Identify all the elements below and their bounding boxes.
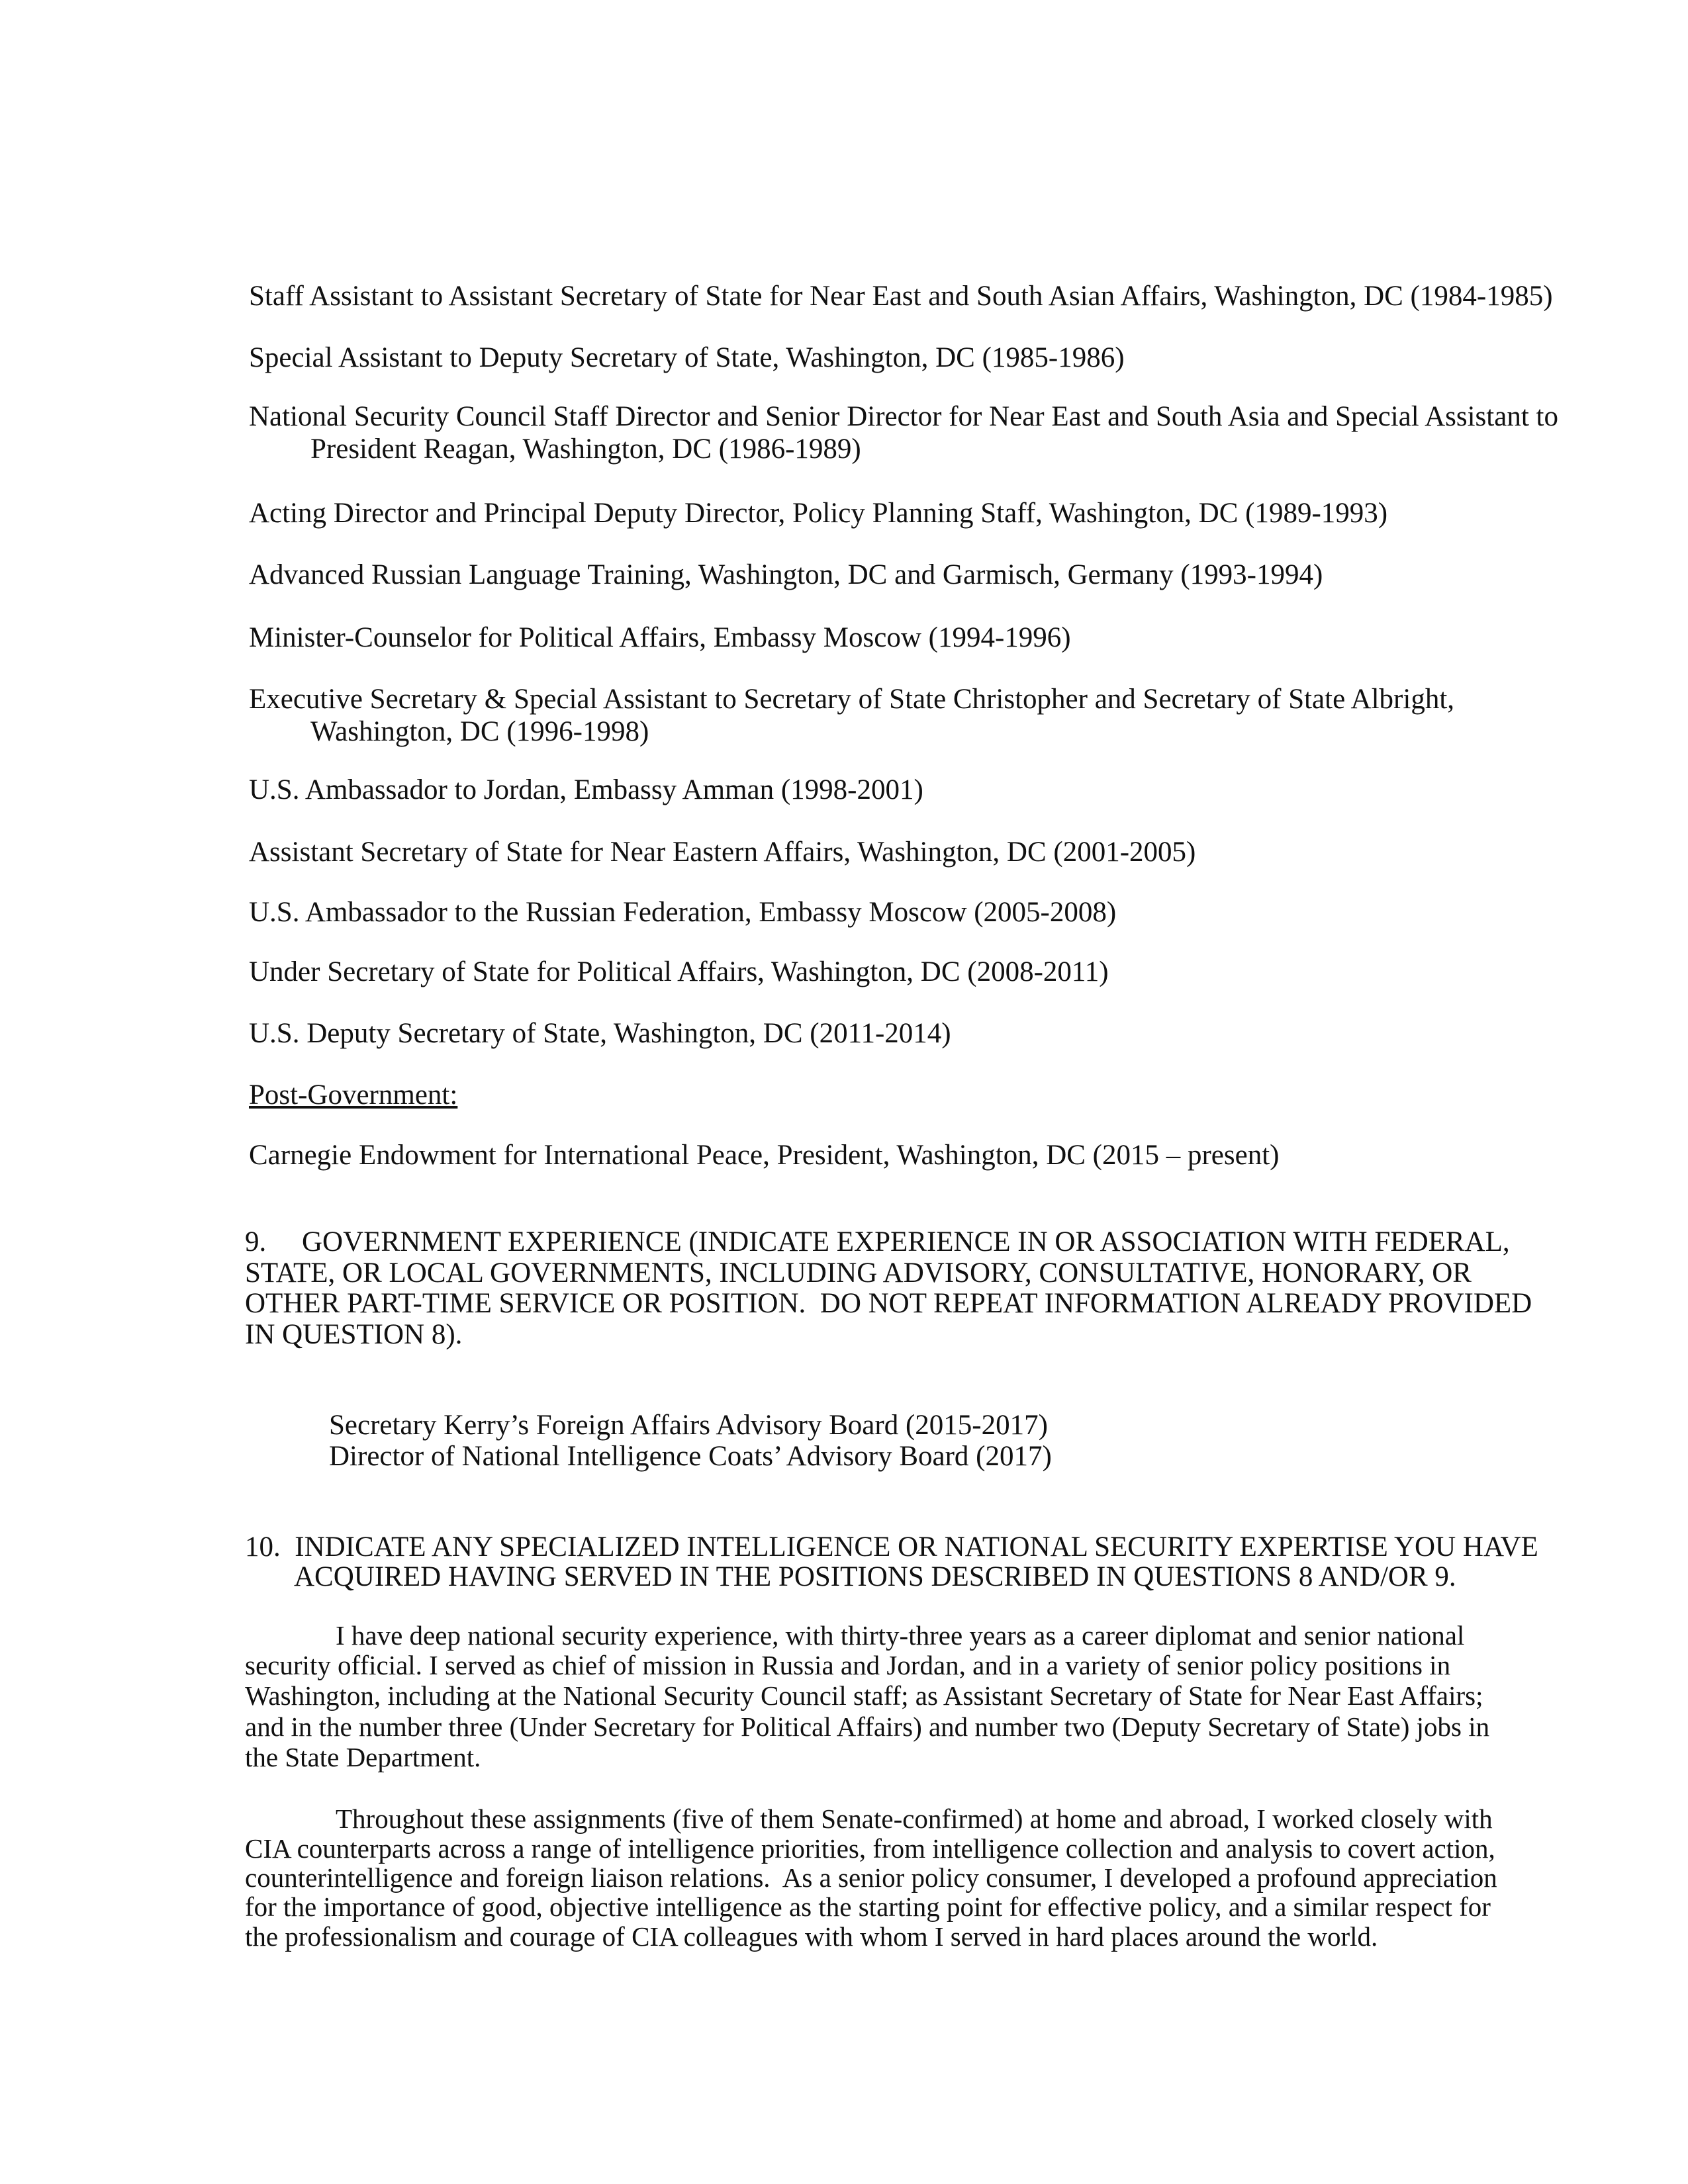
answer-paragraph-2: counterintelligence and foreign liaison relations. As a senior policy consumer, I developed a profound appreciation <box>245 1862 1497 1893</box>
position-item: Staff Assistant to Assistant Secretary of State for Near East and South Asian Affairs, Washington, DC (1984-1985) <box>249 281 1553 312</box>
position-item: Acting Director and Principal Deputy Director, Policy Planning Staff, Washington, DC (1989-1993) <box>249 498 1388 529</box>
position-item: U.S. Ambassador to the Russian Federation, Embassy Moscow (2005-2008) <box>249 897 1117 928</box>
question-10-heading: ACQUIRED HAVING SERVED IN THE POSITIONS DESCRIBED IN QUESTIONS 8 AND/OR 9. <box>294 1561 1456 1592</box>
position-item: U.S. Deputy Secretary of State, Washington, DC (2011-2014) <box>249 1018 951 1049</box>
answer-paragraph-2: the professionalism and courage of CIA colleagues with whom I served in hard places around the world. <box>245 1921 1378 1952</box>
answer-paragraph-1: Washington, including at the National Security Council staff; as Assistant Secretary of State for Near East Affairs; <box>245 1680 1483 1711</box>
position-item: Advanced Russian Language Training, Washington, DC and Garmisch, Germany (1993-1994) <box>249 559 1323 590</box>
question-10-heading: 10. INDICATE ANY SPECIALIZED INTELLIGENCE OR NATIONAL SECURITY EXPERTISE YOU HAVE <box>245 1531 1538 1563</box>
answer-paragraph-1: and in the number three (Under Secretary for Political Affairs) and number two (Deputy Secretary of State) jobs in <box>245 1711 1490 1742</box>
answer-paragraph-2: CIA counterparts across a range of intelligence priorities, from intelligence collection and analysis to covert action, <box>245 1833 1495 1864</box>
question-9-heading: 9. GOVERNMENT EXPERIENCE (INDICATE EXPERIENCE IN OR ASSOCIATION WITH FEDERAL, <box>245 1226 1510 1257</box>
position-item: U.S. Ambassador to Jordan, Embassy Amman (1998-2001) <box>249 774 923 805</box>
question-9-answer: Director of National Intelligence Coats’ Advisory Board (2017) <box>329 1441 1052 1472</box>
post-government-heading: Post-Government: <box>249 1079 458 1111</box>
position-item: Special Assistant to Deputy Secretary of State, Washington, DC (1985-1986) <box>249 342 1125 373</box>
position-item: Executive Secretary & Special Assistant to Secretary of State Christopher and Secretary of State Albright, <box>249 684 1455 715</box>
position-item: National Security Council Staff Director and Senior Director for Near East and South Asia and Special Assistant to <box>249 401 1558 432</box>
question-9-heading: STATE, OR LOCAL GOVERNMENTS, INCLUDING ADVISORY, CONSULTATIVE, HONORARY, OR <box>245 1257 1472 1289</box>
question-9-heading: IN QUESTION 8). <box>245 1319 463 1350</box>
position-item-continuation: President Reagan, Washington, DC (1986-1989) <box>310 433 861 465</box>
answer-paragraph-1: security official. I served as chief of mission in Russia and Jordan, and in a variety of senior policy positions in <box>245 1650 1451 1680</box>
question-9-answer: Secretary Kerry’s Foreign Affairs Advisory Board (2015-2017) <box>329 1410 1048 1441</box>
answer-paragraph-1: I have deep national security experience, with thirty-three years as a career diplomat and senior national <box>336 1620 1465 1651</box>
position-item: Minister-Counselor for Political Affairs, Embassy Moscow (1994-1996) <box>249 622 1071 653</box>
position-item-continuation: Washington, DC (1996-1998) <box>310 716 649 747</box>
answer-paragraph-1: the State Department. <box>245 1742 481 1772</box>
position-item: Assistant Secretary of State for Near Eastern Affairs, Washington, DC (2001-2005) <box>249 837 1196 868</box>
position-item: Under Secretary of State for Political Affairs, Washington, DC (2008-2011) <box>249 956 1109 987</box>
answer-paragraph-2: Throughout these assignments (five of them Senate-confirmed) at home and abroad, I worked closely with <box>336 1803 1493 1834</box>
answer-paragraph-2: for the importance of good, objective intelligence as the starting point for effective policy, and a similar respect for <box>245 1891 1491 1922</box>
question-9-heading: OTHER PART-TIME SERVICE OR POSITION. DO NOT REPEAT INFORMATION ALREADY PROVIDED <box>245 1288 1532 1319</box>
post-government-item: Carnegie Endowment for International Peace, President, Washington, DC (2015 – present) <box>249 1140 1280 1171</box>
